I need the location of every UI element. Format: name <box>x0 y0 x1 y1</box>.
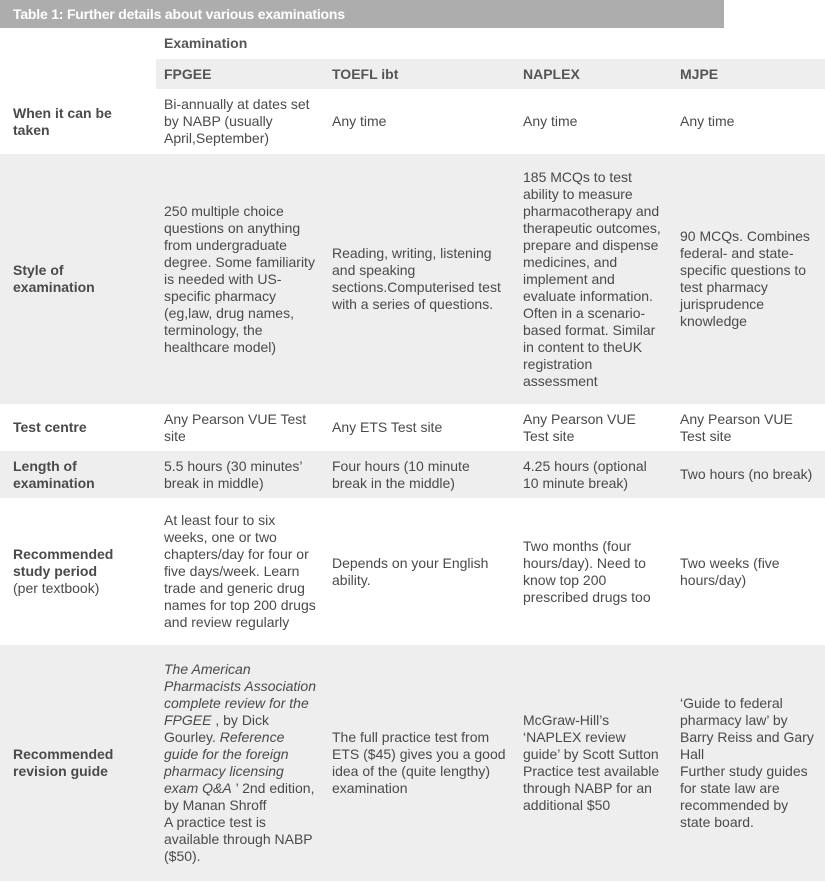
table-cell: 4.25 hours (optional 10 minute break) <box>515 451 672 498</box>
table-cell: Depends on your English ability. <box>332 554 489 588</box>
book-title: The American Pharmacists Association complete review for the FPGEE <box>164 661 316 728</box>
row-header-sublabel: (per textbook) <box>13 580 100 596</box>
book-author: ’ 2nd edition, by Manan Shroff <box>164 780 315 813</box>
column-header-naplex: NAPLEX <box>515 59 672 89</box>
examinations-table <box>0 28 825 881</box>
table-row-revision-guide <box>0 645 825 881</box>
table-cell <box>515 645 672 881</box>
table-row-length <box>0 451 825 498</box>
table-row-when-taken <box>0 89 825 154</box>
book-title: Reference guide for the foreign pharmacy licensing exam Q&A <box>164 729 289 796</box>
practice-test-note: Practice test available through NABP for an additional $50 <box>523 763 660 813</box>
practice-test-note: A practice test is available through NABP ($50). <box>164 814 313 864</box>
corner-cell <box>0 28 156 59</box>
table-cell: 185 MCQs to test ability to measure pharmacotherapy and therapeutic outcomes, prepare and dispense medicines, and implement and evaluate information. Often in a scenario-based format. Similar in content to theUK registration assessment <box>515 154 672 404</box>
table-cell <box>672 645 825 881</box>
further-guides-note: Further study guides <box>680 763 808 779</box>
table-cell: Two months (four hours/day). Need to know top 200 prescribed drugs too <box>523 537 651 605</box>
table-cell: 90 MCQs. Combines federal- and state-specific questions to test pharmacy jurisprudence knowledge <box>672 154 825 404</box>
row-header-label: Recommended study period <box>13 546 114 579</box>
table-cell: Two weeks (five hours/day) <box>680 554 780 588</box>
row-header: Recommended revision guide <box>0 645 156 881</box>
table-cell: At least four to six weeks, one or two chapters/day for four or five days/week. Learn trade and generic drug names for top 200 drugs and review regularly <box>164 512 316 630</box>
group-header-row <box>0 28 825 59</box>
further-guides-note: for state law are recommended by state board. <box>680 780 789 830</box>
table-row-study-period <box>0 498 825 645</box>
table-cell: Any Pearson VUE Test site <box>680 410 793 444</box>
table-cell: Two hours (no break) <box>672 451 825 498</box>
column-header-toefl: TOEFL ibt <box>324 59 515 89</box>
table-cell: Any ETS Test site <box>332 419 443 435</box>
row-header: Test centre <box>13 419 87 435</box>
book-reference: ‘Guide to federal pharmacy law’ by Barry Reiss and Gary Hall <box>680 695 814 762</box>
table-cell: Any time <box>332 113 387 129</box>
book-reference: McGraw-Hill’s ‘NAPLEX review guide’ by Scott Sutton <box>523 712 659 762</box>
column-header-fpgee: FPGEE <box>156 59 324 89</box>
table-cell: Any time <box>523 113 578 129</box>
table-cell: Reading, writing, listening and speaking sections.Computerised test with a series of questions. <box>324 154 515 404</box>
group-header-examination: Examination <box>164 35 248 51</box>
row-header: When it can be taken <box>13 104 112 138</box>
table-row-test-centre <box>0 404 825 451</box>
table-caption: Table 1: Further details about various examinations <box>0 0 724 28</box>
row-header <box>0 498 156 645</box>
table-cell: Four hours (10 minute break in the middle) <box>324 451 515 498</box>
table-cell: 5.5 hours (30 minutes’ break in middle) <box>156 451 324 498</box>
row-header: Style of examination <box>0 154 156 404</box>
table-cell <box>156 645 324 881</box>
table-cell: The full practice test from ETS ($45) gives you a good idea of the (quite lengthy) examination <box>324 645 515 881</box>
column-header-mjpe: MJPE <box>672 59 825 89</box>
table-cell: 250 multiple choice questions on anything from undergraduate degree. Some familiarity is needed with US-specific pharmacy (eg,law, drug names, terminology, the healthcare model) <box>156 154 324 404</box>
row-header: Length of examination <box>0 451 156 498</box>
table-cell: Any Pearson VUE Test site <box>523 410 636 444</box>
table-cell: Bi-annually at dates set by NABP (usually April,September) <box>164 96 310 146</box>
table-row-style <box>0 154 825 404</box>
table-cell: Any Pearson VUE Test site <box>164 410 307 444</box>
column-header-row <box>0 59 825 89</box>
corner-cell <box>0 59 156 89</box>
book-author: , by Dick Gourley. <box>164 712 270 745</box>
table-cell: Any time <box>680 113 735 129</box>
